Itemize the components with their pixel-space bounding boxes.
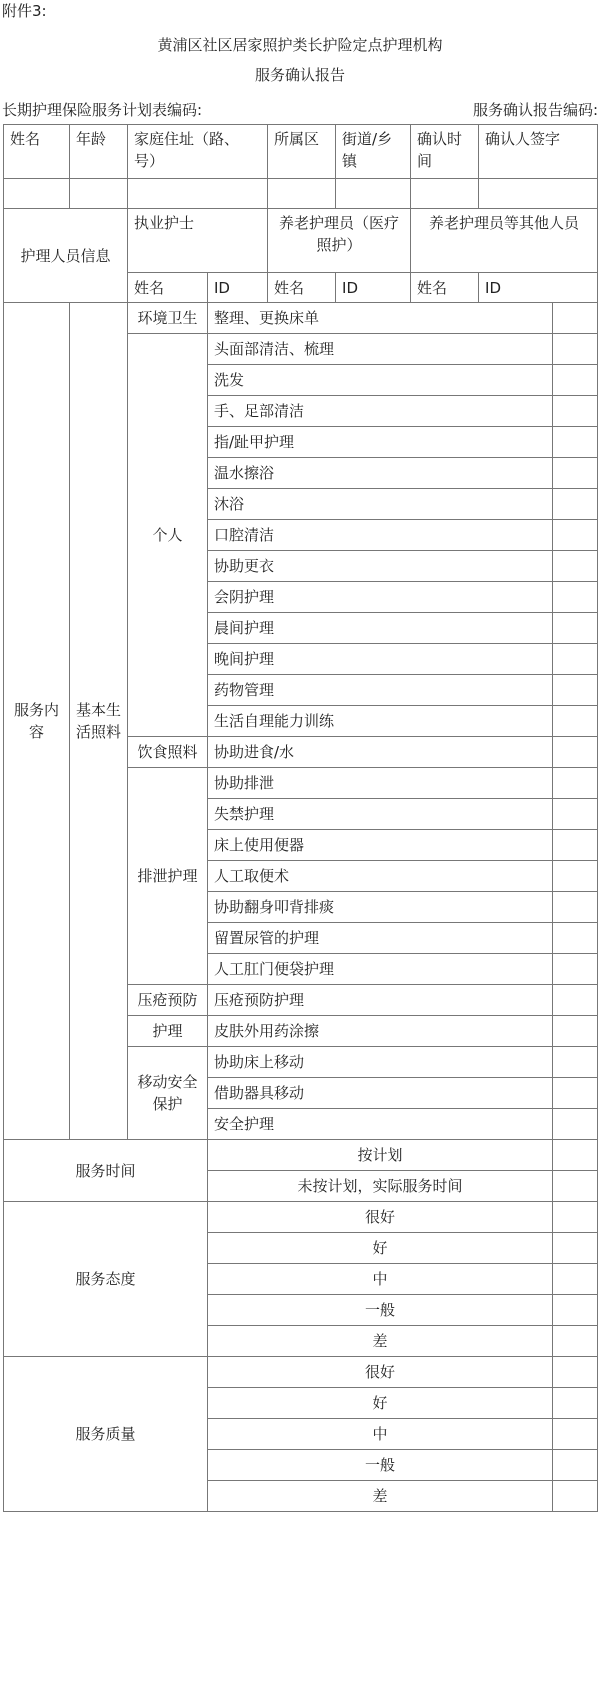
service-time-option: 未按计划，实际服务时间 xyxy=(208,1171,553,1202)
service-item-label: 协助进食/水 xyxy=(208,737,553,768)
service-item-check-cell[interactable] xyxy=(553,954,598,985)
service-item-label: 温水擦浴 xyxy=(208,458,553,489)
basic-care-label: 基本生活照料 xyxy=(70,303,128,1140)
service-quality-check-cell[interactable] xyxy=(553,1357,598,1388)
service-time-option: 按计划 xyxy=(208,1140,553,1171)
service-item-label: 人工取便术 xyxy=(208,861,553,892)
caregiver-other-header: 养老护理员等其他人员 xyxy=(411,209,598,273)
service-group-label: 护理 xyxy=(128,1016,208,1047)
service-attitude-option: 一般 xyxy=(208,1295,553,1326)
service-item-label: 床上使用便器 xyxy=(208,830,553,861)
form-title: 黄浦区社区居家照护类长护险定点护理机构 xyxy=(157,36,443,54)
service-item-label: 人工肛门便袋护理 xyxy=(208,954,553,985)
service-attitude-check-cell[interactable] xyxy=(553,1326,598,1357)
service-item-label: 协助更衣 xyxy=(208,551,553,582)
service-quality-option: 差 xyxy=(208,1481,553,1512)
service-attitude-check-cell[interactable] xyxy=(553,1295,598,1326)
service-item-check-cell[interactable] xyxy=(553,334,598,365)
service-group-label: 压疮预防 xyxy=(128,985,208,1016)
service-item-label: 头面部清洁、梳理 xyxy=(208,334,553,365)
street-input-cell[interactable] xyxy=(336,179,411,209)
nurse-header: 执业护士 xyxy=(128,209,268,273)
col-confirm-time-header: 确认时间 xyxy=(411,125,479,179)
service-item-check-cell[interactable] xyxy=(553,551,598,582)
service-item-label: 整理、更换床单 xyxy=(208,303,553,334)
service-quality-check-cell[interactable] xyxy=(553,1450,598,1481)
service-item-label: 皮肤外用药涂擦 xyxy=(208,1016,553,1047)
service-attitude-check-cell[interactable] xyxy=(553,1264,598,1295)
service-item-label: 留置尿管的护理 xyxy=(208,923,553,954)
service-item-check-cell[interactable] xyxy=(553,613,598,644)
age-input-cell[interactable] xyxy=(70,179,128,209)
caregiver-medical-name-label: 姓名 xyxy=(268,273,336,303)
service-item-check-cell[interactable] xyxy=(553,520,598,551)
service-item-check-cell[interactable] xyxy=(553,985,598,1016)
col-district-header: 所属区 xyxy=(268,125,336,179)
plan-code-label: 长期护理保险服务计划表编码: xyxy=(2,101,203,119)
service-time-check-cell[interactable] xyxy=(553,1140,598,1171)
service-quality-option: 好 xyxy=(208,1388,553,1419)
service-item-label: 借助器具移动 xyxy=(208,1078,553,1109)
col-name-header: 姓名 xyxy=(4,125,70,179)
service-item-check-cell[interactable] xyxy=(553,458,598,489)
col-signature-header: 确认人签字 xyxy=(479,125,598,179)
service-item-label: 失禁护理 xyxy=(208,799,553,830)
service-item-label: 洗发 xyxy=(208,365,553,396)
service-attitude-label: 服务态度 xyxy=(4,1202,208,1357)
service-quality-label: 服务质量 xyxy=(4,1357,208,1512)
col-address-header: 家庭住址（路、号） xyxy=(128,125,268,179)
service-group-label: 排泄护理 xyxy=(128,768,208,985)
service-item-label: 药物管理 xyxy=(208,675,553,706)
caregiver-medical-header: 养老护理员（医疗照护） xyxy=(268,209,411,273)
service-item-label: 指/趾甲护理 xyxy=(208,427,553,458)
col-street-header: 街道/乡镇 xyxy=(336,125,411,179)
service-item-label: 生活自理能力训练 xyxy=(208,706,553,737)
service-item-check-cell[interactable] xyxy=(553,799,598,830)
address-input-cell[interactable] xyxy=(128,179,268,209)
service-item-check-cell[interactable] xyxy=(553,365,598,396)
confirm-time-input-cell[interactable] xyxy=(411,179,479,209)
service-item-check-cell[interactable] xyxy=(553,706,598,737)
service-group-label: 移动安全保护 xyxy=(128,1047,208,1140)
service-group-label: 饮食照料 xyxy=(128,737,208,768)
service-group-label: 个人 xyxy=(128,334,208,737)
service-item-check-cell[interactable] xyxy=(553,1016,598,1047)
service-time-row xyxy=(4,1140,598,1171)
service-item-check-cell[interactable] xyxy=(553,768,598,799)
service-item-check-cell[interactable] xyxy=(553,1109,598,1140)
service-group-label: 环境卫生 xyxy=(128,303,208,334)
service-item-label: 安全护理 xyxy=(208,1109,553,1140)
signature-input-cell[interactable] xyxy=(479,179,598,209)
service-attitude-option: 差 xyxy=(208,1326,553,1357)
service-quality-check-cell[interactable] xyxy=(553,1481,598,1512)
col-age-header: 年龄 xyxy=(70,125,128,179)
service-item-check-cell[interactable] xyxy=(553,675,598,706)
service-item-label: 会阴护理 xyxy=(208,582,553,613)
service-item-check-cell[interactable] xyxy=(553,892,598,923)
service-item-check-cell[interactable] xyxy=(553,1078,598,1109)
service-confirmation-table xyxy=(3,124,598,1512)
service-attitude-check-cell[interactable] xyxy=(553,1233,598,1264)
service-item-label: 协助床上移动 xyxy=(208,1047,553,1078)
nurse-id-label: ID xyxy=(208,273,268,303)
service-attitude-row xyxy=(4,1202,598,1233)
service-quality-check-cell[interactable] xyxy=(553,1419,598,1450)
staff-info-label: 护理人员信息 xyxy=(4,209,128,303)
report-code-label: 服务确认报告编码: xyxy=(472,101,598,119)
caregiver-medical-id-label: ID xyxy=(336,273,411,303)
service-item-label: 口腔清洁 xyxy=(208,520,553,551)
service-item-label: 晨间护理 xyxy=(208,613,553,644)
service-item-check-cell[interactable] xyxy=(553,644,598,675)
service-item-check-cell[interactable] xyxy=(553,737,598,768)
service-content-label: 服务内容 xyxy=(4,303,70,1140)
service-item-label: 压疮预防护理 xyxy=(208,985,553,1016)
service-item-check-cell[interactable] xyxy=(553,396,598,427)
service-item-row xyxy=(4,303,598,334)
service-item-check-cell[interactable] xyxy=(553,489,598,520)
service-item-check-cell[interactable] xyxy=(553,427,598,458)
service-attitude-option: 很好 xyxy=(208,1202,553,1233)
service-item-label: 协助翻身叩背排痰 xyxy=(208,892,553,923)
district-input-cell[interactable] xyxy=(268,179,336,209)
nurse-name-label: 姓名 xyxy=(128,273,208,303)
service-item-label: 协助排泄 xyxy=(208,768,553,799)
service-quality-row xyxy=(4,1357,598,1388)
service-attitude-option: 好 xyxy=(208,1233,553,1264)
service-item-label: 晚间护理 xyxy=(208,644,553,675)
service-item-check-cell[interactable] xyxy=(553,861,598,892)
service-quality-option: 一般 xyxy=(208,1450,553,1481)
service-quality-option: 很好 xyxy=(208,1357,553,1388)
service-item-check-cell[interactable] xyxy=(553,303,598,334)
service-item-label: 沐浴 xyxy=(208,489,553,520)
service-item-check-cell[interactable] xyxy=(553,582,598,613)
form-subtitle: 服务确认报告 xyxy=(254,66,345,84)
caregiver-other-id-label: ID xyxy=(479,273,598,303)
service-time-label: 服务时间 xyxy=(4,1140,208,1202)
annex-label: 附件3: xyxy=(2,2,47,20)
service-quality-check-cell[interactable] xyxy=(553,1388,598,1419)
service-attitude-option: 中 xyxy=(208,1264,553,1295)
service-item-check-cell[interactable] xyxy=(553,830,598,861)
service-quality-option: 中 xyxy=(208,1419,553,1450)
service-time-check-cell[interactable] xyxy=(553,1171,598,1202)
service-item-label: 手、足部清洁 xyxy=(208,396,553,427)
name-input-cell[interactable] xyxy=(4,179,70,209)
service-item-check-cell[interactable] xyxy=(553,1047,598,1078)
service-attitude-check-cell[interactable] xyxy=(553,1202,598,1233)
caregiver-other-name-label: 姓名 xyxy=(411,273,479,303)
service-item-check-cell[interactable] xyxy=(553,923,598,954)
